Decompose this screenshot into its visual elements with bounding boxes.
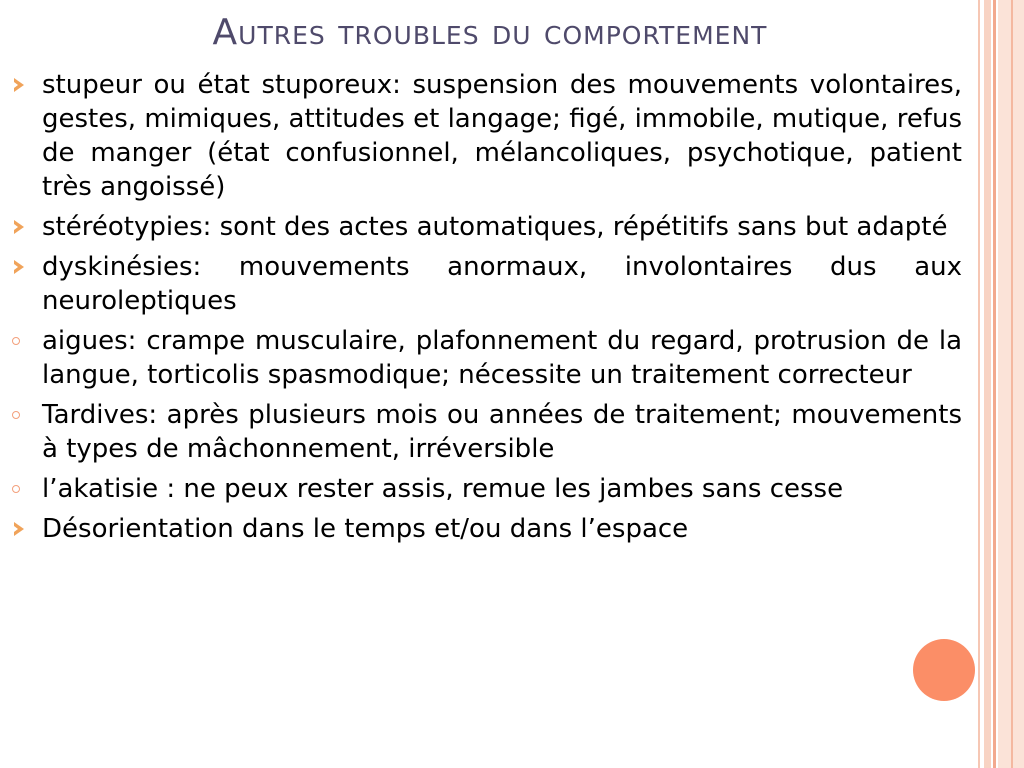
arrow-bullet-icon [8, 512, 38, 546]
list-item-text: stéréotypies: sont des actes automatiques, répétitifs sans but adapté [42, 212, 948, 242]
arrow-bullet-icon [8, 210, 38, 244]
list-item-text: l’akatisie : ne peux rester assis, remue les jambes sans cesse [42, 474, 844, 504]
circle-bullet-icon [8, 398, 38, 432]
list-item-text: aigues: crampe musculaire, plafonnement du regard, protrusion de la langue, torticolis spasmodique; nécessite un traitement correcteur [42, 326, 962, 390]
decorative-stripe [993, 0, 996, 768]
list-item [8, 472, 962, 506]
arrow-bullet-icon [8, 68, 38, 102]
accent-circle-icon [913, 639, 975, 701]
list-item-text: Désorientation dans le temps et/ou dans l’espace [42, 514, 689, 544]
circle-bullet-icon [8, 324, 38, 358]
list-item-text: dyskinésies: mouvements anormaux, involontaires dus aux neuroleptiques [42, 252, 962, 316]
list-item [8, 398, 962, 466]
bullet-list [8, 68, 962, 552]
list-item [8, 210, 962, 244]
list-item [8, 512, 962, 546]
list-item-text: stupeur ou état stuporeux: suspension des mouvements volontaires, gestes, mimiques, attitudes et langage; figé, immobile, mutique, refus de manger (état confusionnel, mélancoliques, psychotique, patient très angoissé) [42, 70, 962, 202]
list-item [8, 68, 962, 204]
slide-title: Autres troubles du comportement [212, 12, 768, 53]
decorative-stripe [984, 0, 991, 768]
decorative-stripe [978, 0, 980, 768]
list-item [8, 250, 962, 318]
list-item-text: Tardives: après plusieurs mois ou années de traitement; mouvements à types de mâchonnement, irréversible [42, 400, 962, 464]
decorative-stripe [1011, 0, 1013, 768]
list-item [8, 324, 962, 392]
arrow-bullet-icon [8, 250, 38, 284]
circle-bullet-icon [8, 472, 38, 506]
